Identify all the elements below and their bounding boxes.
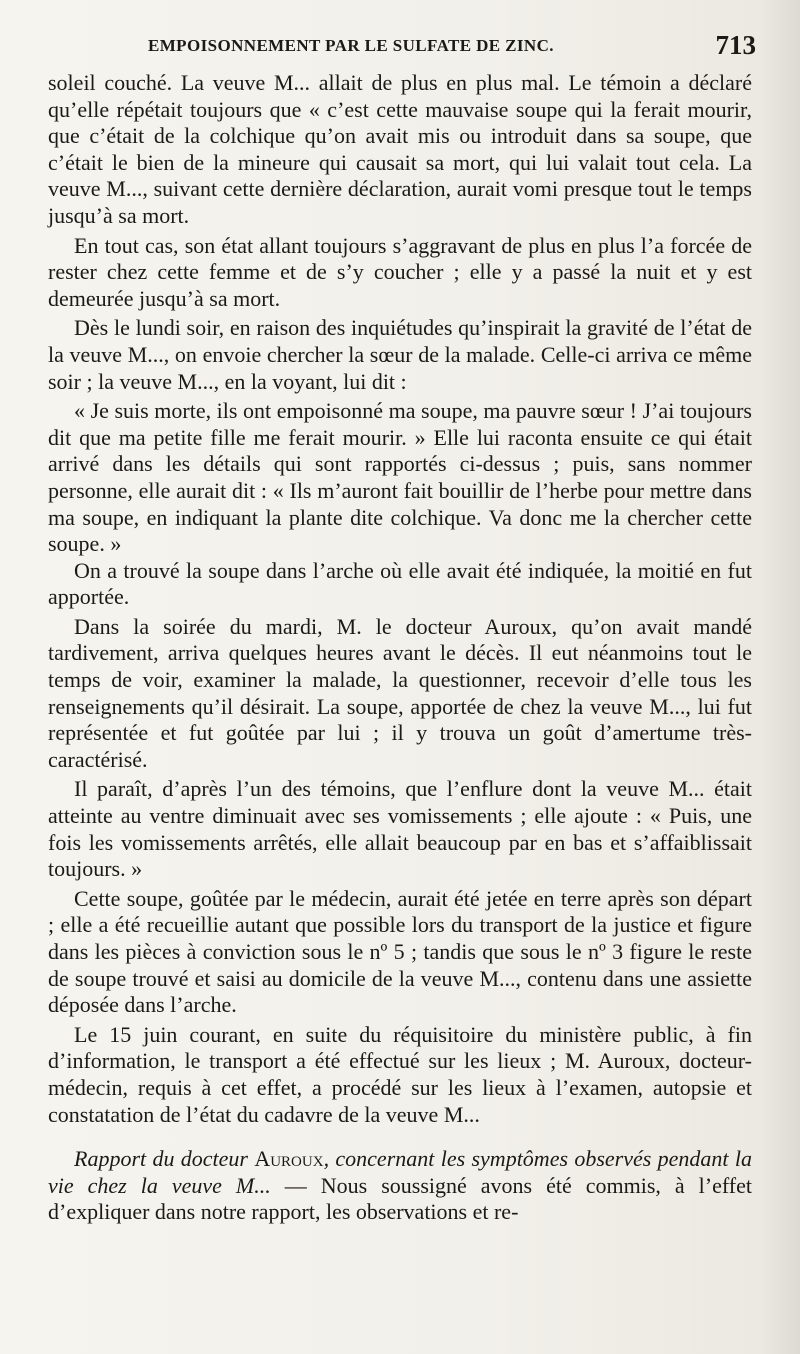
- page-number: 713: [715, 30, 756, 60]
- paragraph: Dans la soirée du mardi, M. le docteur Auroux, qu’on avait mandé tardivement, arriva quelques heures avant le décès. Il eut néanmoins tout le temps de voir, examiner la malade, la questionner, recevoir d’elle tous les renseignements qu’il désirait. La soupe, apportée de chez la veuve M..., lui fut représentée et fut goûtée par lui ; il y trouva un goût d’amertume très-caractérisé.: [48, 613, 752, 772]
- rapport-paragraph: [48, 1146, 752, 1226]
- rapport-text: — Nous soussigné avons été commis, à l’effet d’expliquer dans notre rapport, les observations et re-: [48, 1172, 753, 1225]
- page-edge-shadow: [760, 0, 800, 1354]
- running-title: EMPOISONNEMENT PAR LE SULFATE DE ZINC.: [148, 36, 554, 55]
- paragraph: Le 15 juin courant, en suite du réquisitoire du ministère public, à fin d’information, le transport a été effectué sur les lieux ; M. Auroux, docteur-médecin, requis à cet effet, a procédé sur les lieux à l’examen, autopsie et constatation de l’état du cadavre de la veuve M...: [48, 1021, 752, 1127]
- paragraph: Il paraît, d’après l’un des témoins, que l’enflure dont la veuve M... était atteinte au ventre diminuait avec ses vomissements ; elle ajoute : « Puis, une fois les vomissements arrêtés, elle allait beaucoup par en bas et s’affaiblissait toujours. »: [48, 776, 752, 882]
- paragraph: Cette soupe, goûtée par le médecin, aurait été jetée en terre après son départ ; elle a été recueillie autant que possible lors du transport de la justice et figure dans les pièces à conviction sous le nº 5 ; tandis que sous le nº 3 figure le reste de soupe trouvé et saisi au domicile de la veuve M..., contenu dans une assiette déposée dans l’arche.: [48, 885, 752, 1018]
- paragraph: soleil couché. La veuve M... allait de plus en plus mal. Le témoin a déclaré qu’elle répétait toujours que « c’est cette mauvaise soupe qui la ferait mourir, que c’était de la colchique qu’on avait mis ou introduit dans sa soupe, que c’était le bien de la mineure qui causait sa mort, qui lui valait tout cela. La veuve M..., suivant cette dernière déclaration, aurait vomi presque tout le temps jusqu’à sa mort.: [48, 70, 752, 228]
- running-head: [48, 30, 756, 70]
- rapport-heading-lead: Rapport du docteur: [74, 1146, 255, 1172]
- paragraph: En tout cas, son état allant toujours s’aggravant de plus en plus l’a forcée de rester chez cette femme et de s’y coucher ; elle y a passé la nuit et y est demeurée jusqu’à sa mort.: [48, 232, 752, 311]
- paragraph: On a trouvé la soupe dans l’arche où elle avait été indiquée, la moitié en fut apportée.: [48, 557, 752, 610]
- body-text: [48, 70, 752, 1226]
- paragraph: « Je suis morte, ils ont empoisonné ma soupe, ma pauvre sœur ! J’ai toujours dit que ma petite fille me ferait mourir. » Elle lui raconta ensuite ce qui était arrivé dans les détails qui sont rapportés ci-dessus ; puis, sans nommer personne, elle aurait dit : « Ils m’auront fait bouillir de l’herbe pour mettre dans ma soupe, en indiquant la plante dite colchique. Va donc me la chercher cette soupe. »: [48, 398, 752, 557]
- rapport-heading-rest: , concernant les symptômes observés pendant la vie chez la veuve M...: [48, 1146, 752, 1198]
- paragraph: Dès le lundi soir, en raison des inquiétudes qu’inspirait la gravité de l’état de la veuve M..., on envoie chercher la sœur de la malade. Celle-ci arriva ce même soir ; la veuve M..., en la voyant, lui dit :: [48, 315, 752, 394]
- rapport-doctor-name: Auroux: [254, 1146, 324, 1172]
